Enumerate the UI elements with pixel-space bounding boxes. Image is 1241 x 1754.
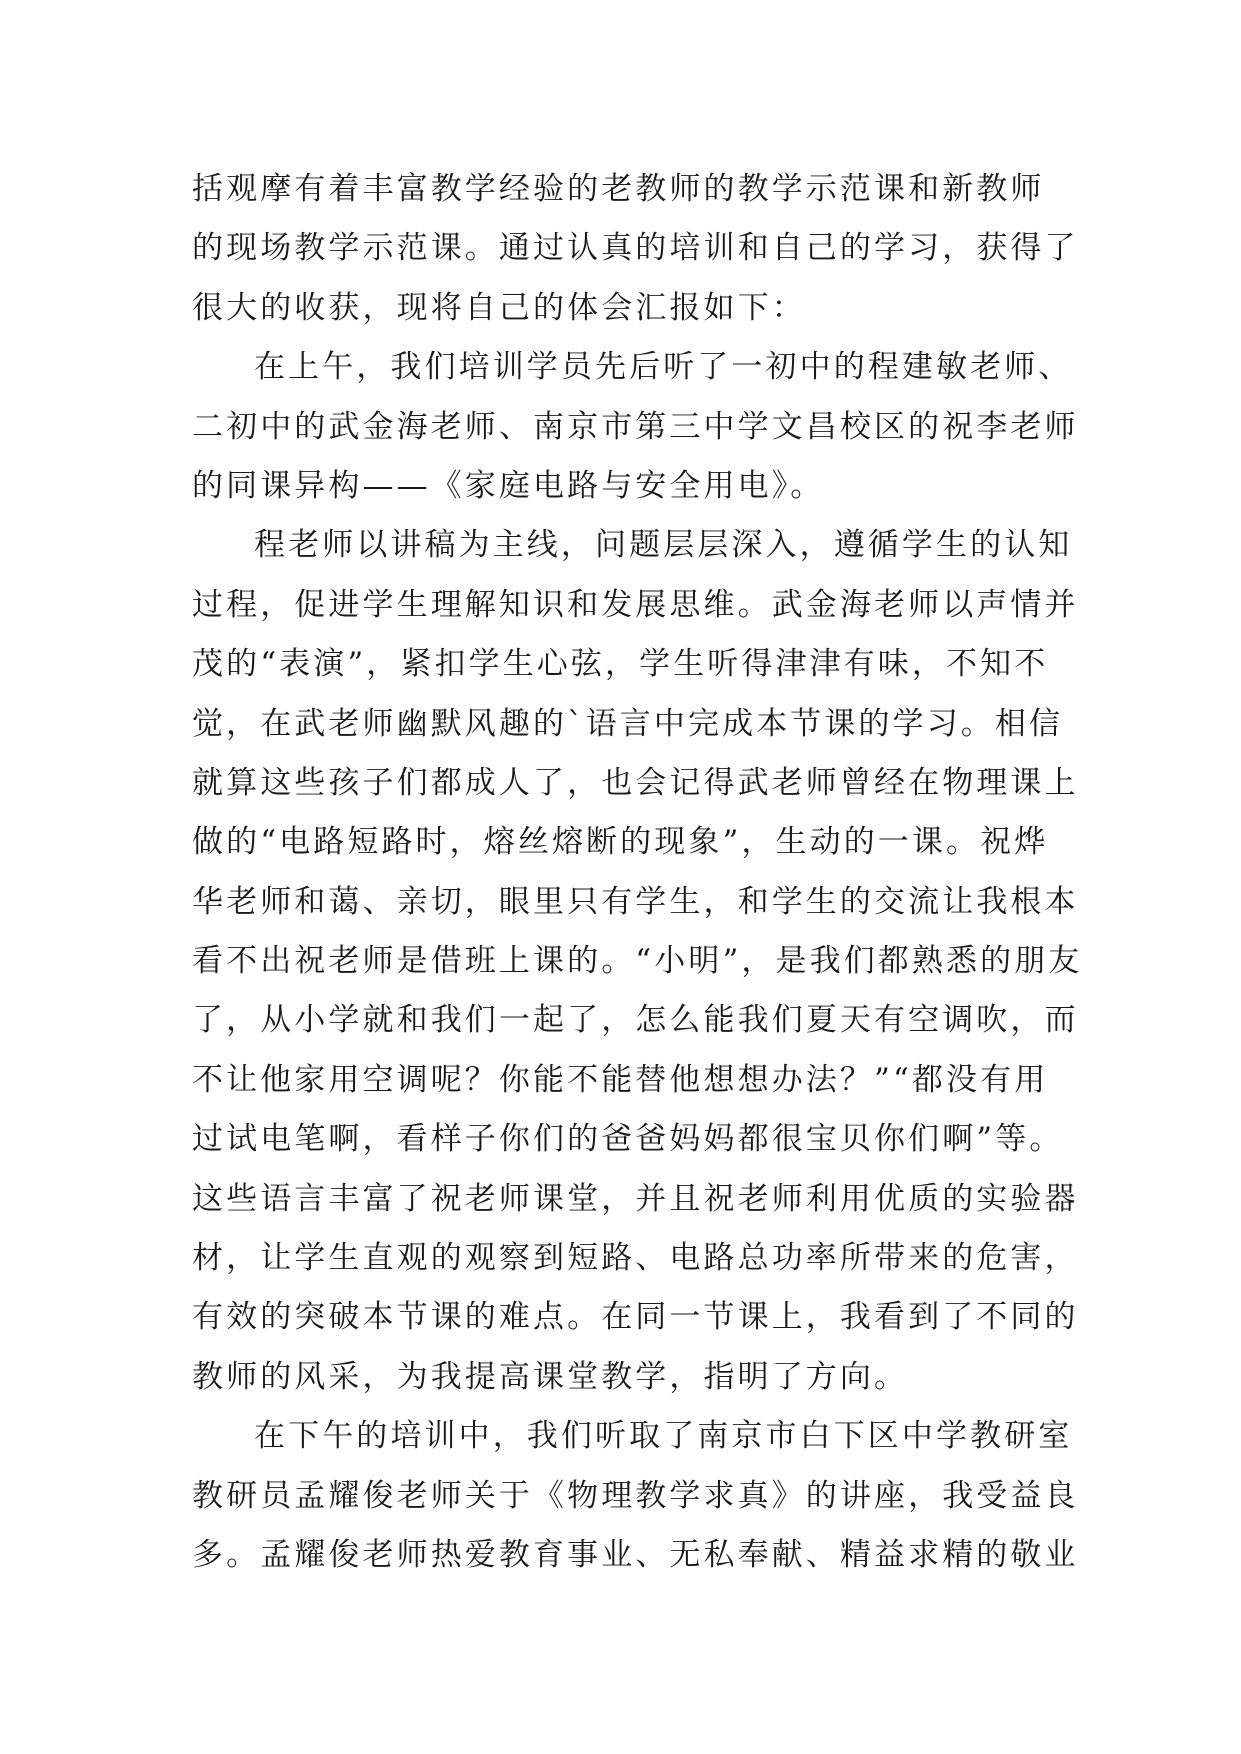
text-line: 过试电笔啊，看样子你们的爸爸妈妈都很宝贝你们啊”等。 — [192, 1121, 1064, 1158]
text-line: 很大的收获，现将自己的体会汇报如下： — [192, 289, 806, 326]
paragraph-start-line: 在上午，我们培训学员先后听了一初中的程建敏老师、 — [254, 349, 1073, 386]
text-line: 过程，促进学生理解知识和发展思维。武金海老师以声情并 — [192, 586, 1079, 623]
text-line: 觉，在武老师幽默风趣的`语言中完成本节课的学习。相信 — [192, 705, 1064, 742]
text-line: 不让他家用空调呢？你能不能替他想想办法？”“都没有用 — [192, 1061, 1049, 1098]
text-line: 多。孟耀俊老师热爱教育事业、无私奉献、精益求精的敬业 — [192, 1536, 1079, 1573]
text-line: 做的“电路短路时，熔丝熔断的现象”，生动的一课。祝烨 — [192, 824, 1049, 861]
body-text — [192, 160, 1092, 1585]
text-line: 有效的突破本节课的难点。在同一节课上，我看到了不同的 — [192, 1299, 1079, 1336]
text-line: 茂的“表演”，紧扣学生心弦，学生听得津津有味，不知不 — [192, 646, 1049, 683]
text-line: 材，让学生直观的观察到短路、电路总功率所带来的危害， — [192, 1240, 1079, 1277]
text-line: 括观摩有着丰富教学经验的老教师的教学示范课和新教师 — [192, 171, 1045, 207]
paragraph-start-line: 在下午的培训中，我们听取了南京市白下区中学教研室 — [254, 1418, 1073, 1455]
text-line: 看不出祝老师是借班上课的。“小明”，是我们都熟悉的朋友 — [192, 943, 1083, 980]
text-line: 教研员孟耀俊老师关于《物理教学求真》的讲座，我受益良 — [192, 1477, 1079, 1514]
text-line: 这些语言丰富了祝老师课堂，并且祝老师利用优质的实验器 — [192, 1180, 1079, 1217]
text-line: 二初中的武金海老师、南京市第三中学文昌校区的祝李老师 — [192, 408, 1079, 445]
text-line: 了，从小学就和我们一起了，怎么能我们夏天有空调吹，而 — [192, 1002, 1079, 1039]
text-line: 华老师和蔼、亲切，眼里只有学生，和学生的交流让我根本 — [192, 883, 1079, 920]
text-line: 就算这些孩子们都成人了，也会记得武老师曾经在物理课上 — [192, 764, 1079, 801]
paragraph-start-line: 程老师以讲稿为主线，问题层层深入，遵循学生的认知 — [254, 527, 1073, 564]
text-line: 教师的风采，为我提高课堂教学，指明了方向。 — [192, 1358, 909, 1395]
text-line: 的现场教学示范课。通过认真的培训和自己的学习，获得了 — [192, 230, 1079, 267]
text-line: 的同课异构——《家庭电路与安全用电》。 — [192, 467, 825, 504]
